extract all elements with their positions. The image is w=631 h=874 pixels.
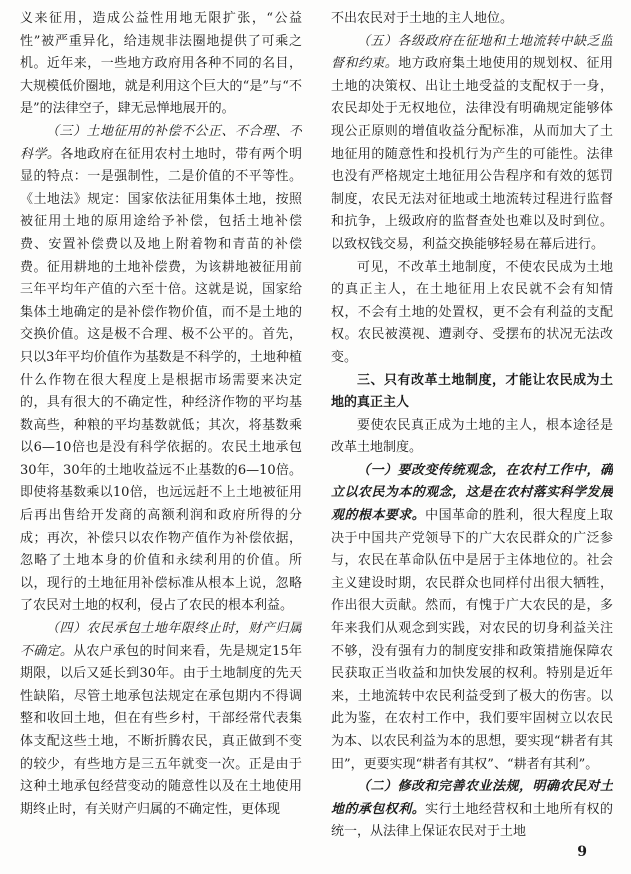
- paragraph-body: 实行土地经营权和土地所有权的统一，从法律上保证农民对于土地: [331, 801, 613, 840]
- left-column: [20, 8, 302, 850]
- section-heading: 三、只有改革土地制度，才能让农民成为土地的真正主人: [331, 372, 613, 411]
- paragraph: [20, 618, 302, 821]
- subsection-heading: （三）土地征用的补偿不公正、不合理、不科学。: [20, 123, 302, 162]
- subsection-heading: （一）要改变传统观念，在农村工作中，确立以农民为本的观念，这是在农村落实科学发展观的根本要求。: [331, 462, 613, 524]
- paragraph: [331, 31, 613, 257]
- paragraph: [20, 121, 302, 618]
- subsection-heading: （五）各级政府在征地和土地流转中缺乏监督和约束。: [331, 33, 613, 72]
- page-number: 9: [577, 844, 587, 860]
- paragraph: 不出农民对于土地的主人地位。: [331, 11, 514, 26]
- paragraph-body: 地方政府集土地使用的规划权、征用土地的决策权、出让土地受益的支配权于一身，农民却处于无权地位，法律没有明确规定能够体现公正原则的增值收益分配标准，从而加大了土地征用的随意性和投机行为产生的可能性。法律也没有严格规定土地征用公告程序和有效的惩罚制度，农民无法对征地或土地流转过程进行监督和抗争，上级政府的监督查处也难以及时到位。以致权钱交易，利益交换能够轻易在幕后进行。: [331, 56, 613, 252]
- paragraph: 要使农民真正成为土地的主人，根本途径是改革土地制度。: [331, 417, 613, 456]
- paragraph-body: 从农户承包的时间来看，先是规定15年期限，以后又延长到30年。由于土地制度的先天性缺陷，尽管土地承包法规定在承包期内不得调整和收回土地，但在有些乡村，干部经常代表集体支配这些土地，不断折腾农民，真正做到不变的较少，有些地方是三五年就变一次。正是由于这种土地承包经营变动的随意性以及在土地使用期终止时，有关财产归属的不确定性，更体现: [20, 643, 302, 817]
- paragraph: 义来征用，造成公益性用地无限扩张，“公益性”被严重异化，给违规非法圈地提供了可乘之机。近年来，一些地方政府用各种不同的名目，大规模低价圈地，就是利用这个巨大的“是”与“不是”的法律空子，肆无忌惮地展开的。: [20, 11, 302, 117]
- paragraph: 可见，不改革土地制度，不使农民成为土地的真正主人，在土地征用上农民就不会有知情权，不会有土地的处置权，更不会有利益的支配权。农民被漠视、遭剥夺、受摆布的状况无法改变。: [331, 259, 613, 365]
- paragraph-body: 中国革命的胜利，很大程度上取决于中国共产党领导下的广大农民群众的广泛参与，农民在革命队伍中是居于主体地位的。社会主义建设时期，农民群众也同样付出很大牺牲，作出很大贡献。然而，有愧于广大农民的是，多年来我们从观念到实践，对农民的切身利益关注不够，没有强有力的制度安排和政策措施保障农民获取正当收益和加快发展的权利。特别是近年来，土地流转中农民利益受到了极大的伤害。以此为鉴，在农村工作中，我们要牢固树立以农民为本、以农民利益为本的思想，要实现“耕者有其田”，更要实现“耕者有其权”、“耕者有其利”。: [331, 508, 613, 772]
- paragraph: [331, 776, 613, 844]
- subsection-heading: （二）修改和完善农业法规，明确农民对土地的承包权利。: [331, 779, 613, 817]
- paragraph: [331, 460, 613, 776]
- right-column: [331, 8, 613, 850]
- subsection-heading: （四）农民承包土地年限终止时，财产归属不确定。: [20, 621, 302, 659]
- paragraph-body: 各地政府在征用农村土地时，带有两个明显的特点：一是强制性，二是价值的不平等性。《土地法》规定：国家依法征用集体土地，按照被征用土地的原用途给予补偿，包括土地补偿费、安置补偿费以及地上附着物和青苗的补偿费。征用耕地的土地补偿费，为该耕地被征用前三年平均年产值的六至十倍。这就是说，国家给集体土地确定的是补偿作物价值，而不是土地的交换价值。这是极不合理、极不公平的。首先，只以3年平均价值作为基数是不科学的，土地种植什么作物在很大程度上是根据市场需要来决定的，具有很大的不确定性，种经济作物的平均基数高些，种粮的平均基数就低；其次，将基数乘以6—10倍也是没有科学依据的。农民土地承包30年，30年的土地收益远不止基数的6—10倍。即使将基数乘以10倍，也远远赶不上土地被征用后再出售给开发商的高额利润和政府所得的分成；再次，补偿只以农作物产值作为补偿依据，忽略了土地本身的价值和永续利用的价值。所以，现行的土地征用补偿标准从根本上说，忽略了农民对土地的权利，侵占了农民的根本利益。: [20, 146, 302, 614]
